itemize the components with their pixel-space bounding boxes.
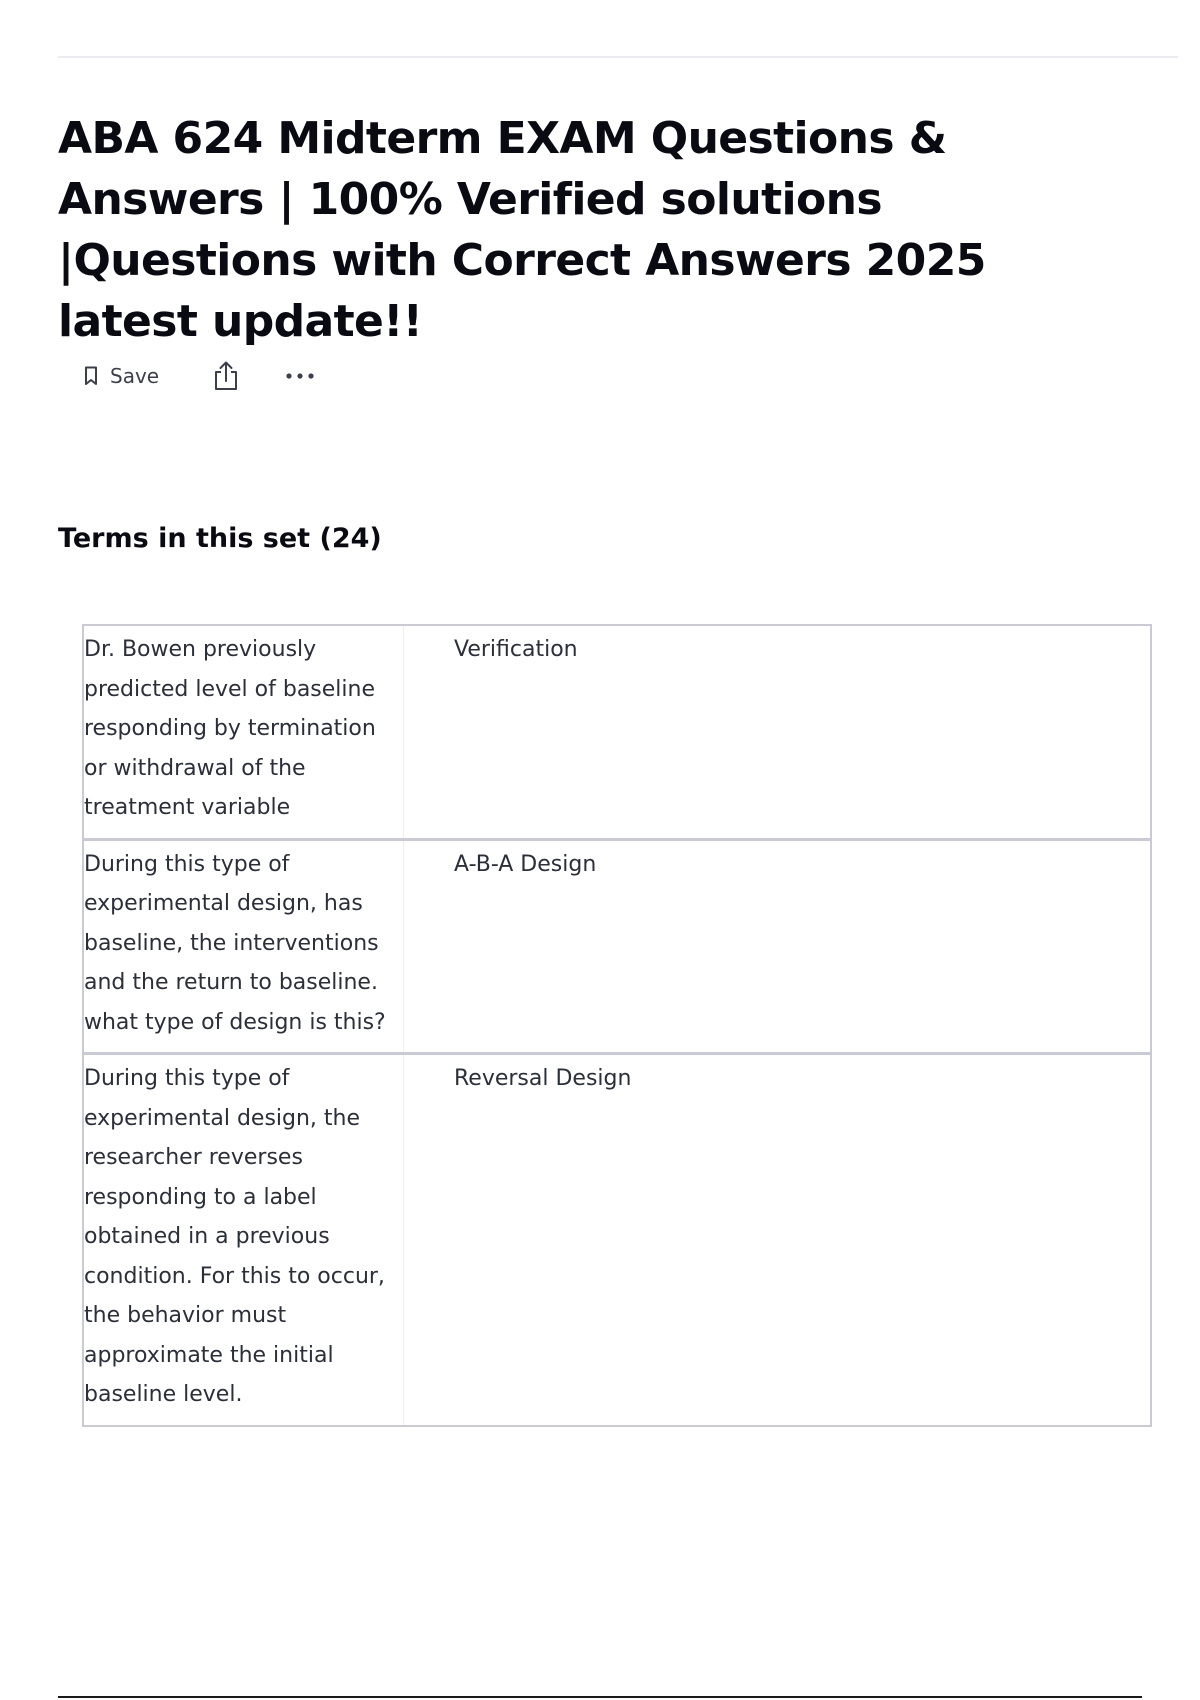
save-label: Save [110,364,160,388]
bottom-divider [58,1696,1142,1698]
page-title: ABA 624 Midterm EXAM Questions & Answers | 100% Verified solutions |Questions with Correct Answers 2025 latest update!! [58,113,986,347]
share-button[interactable] [213,361,239,391]
more-icon [285,372,315,380]
term-answer: A-B-A Design [454,851,597,877]
term-row[interactable] [82,1054,1152,1427]
toolbar [84,356,315,396]
term-question: During this type of experimental design, the researcher reverses responding to a label obtained in a previous condition. For this to occur, the behavior must approximate the initial baseline level. [84,1055,404,1425]
more-options-button[interactable] [285,372,315,380]
term-question: During this type of experimental design, has baseline, the interventions and the return to baseline. what type of design is this? [84,841,404,1053]
term-row[interactable] [82,840,1152,1055]
save-button[interactable] [84,364,159,388]
bookmark-icon [84,366,110,386]
term-question: Dr. Bowen previously predicted level of baseline responding by termination or withdrawal of the treatment variable [84,626,404,838]
terms-section-title: Terms in this set (24) [58,523,382,554]
term-row[interactable] [82,624,1152,840]
terms-list [82,624,1152,1427]
term-answer: Reversal Design [454,1066,632,1091]
term-answer: Verification [454,637,578,662]
share-icon [213,361,239,391]
top-divider [58,56,1178,58]
